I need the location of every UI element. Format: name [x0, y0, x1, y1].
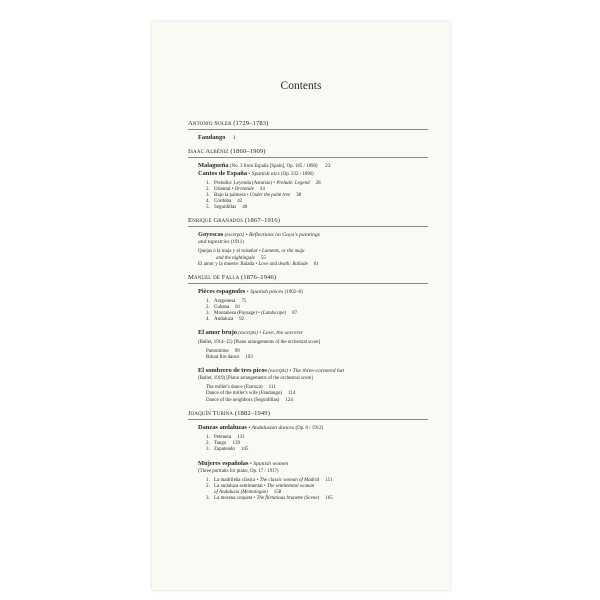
movement-list [198, 249, 428, 267]
composer-section-turina [188, 410, 428, 503]
work-entry [188, 134, 428, 142]
work-title: El sombrero de tres picos [198, 367, 267, 375]
list-item: 2. Tango 139 [206, 440, 240, 446]
list-item: 5. Seguidillas 48 [206, 205, 248, 211]
book-page [152, 22, 450, 590]
composer-name: Joaquín Turina [188, 409, 234, 417]
composer-dates: (1867–1916) [244, 217, 281, 225]
list-item: 3. Bajo la palmera • Under the palm tree 38 [206, 193, 302, 199]
page-number: 1 [232, 135, 236, 141]
work-entry: El amor brujo (excerpts) • Love, the sorcerer [198, 329, 304, 337]
movement-list [206, 385, 428, 403]
list-item: 1. Preludio: Leyenda (Asturias) • Prelude: Legend 28 [206, 181, 321, 186]
work-title: Pièces espagnoles [198, 287, 246, 295]
work-title: Malagueña [198, 162, 229, 169]
work-title: Mujeres españolas [198, 459, 249, 467]
list-item: Dance of the miller's wife (Fandango) 114 [206, 391, 296, 397]
list-item: 1. Petenera 131 [206, 434, 245, 440]
composer-section-granados [188, 217, 428, 267]
work-entry: Goyescas (excerpts) • Reflections on Goya's paintings and tapestries (1911) [198, 231, 320, 246]
list-item: 3. La morena coqueta • The flirtatious brunette (Scene) 165 [206, 496, 333, 502]
work-note: (Ballet, 1919) [Piano arrangements of the orchestral score] [198, 376, 313, 382]
list-item-continued: and the nightingale 55 [216, 255, 266, 261]
work-english-title: Spanish pieces [250, 288, 284, 295]
list-item: 4. Andaluza 92 [206, 317, 245, 323]
composer-name: Manuel de Falla [188, 273, 240, 281]
movement-list [206, 349, 428, 361]
list-item: 2. Oriental • Orientale 34 [206, 187, 265, 193]
work-entry: Cantos de España • Spanish airs (Op. 232 / 1896) [198, 170, 314, 177]
list-item: Dance of the neighbors (Seguidillas) 124 [206, 397, 293, 403]
contents-list [188, 82, 428, 502]
composer-heading [188, 217, 428, 227]
work-entry: Mujeres españolas • Spanish women [198, 459, 289, 467]
movement-list [188, 181, 428, 211]
composer-heading [188, 410, 428, 420]
work-english-title: The three-cornered hat [292, 368, 345, 375]
list-item: 3. Montañesa (Paysage) • (Landscape) 87 [206, 310, 298, 316]
list-item: 2. La andaluza sentimental • The sentimental woman [206, 483, 315, 489]
movement-list [188, 299, 428, 323]
list-item: 1. La madrileña clásica • The classic woman of Madrid 151 [206, 477, 333, 483]
composer-name: Enrique Granados [188, 217, 244, 225]
work-title: El amor brujo [198, 329, 237, 337]
list-item: The miller's dance (Farruca) 111 [206, 385, 276, 391]
work-entry: Pièces espagnoles • Spanish pieces (1902–8) [198, 287, 303, 295]
composer-section-falla [188, 274, 428, 404]
work-title: Cantos de España [198, 170, 248, 177]
work-title: Goyescas [198, 231, 224, 239]
composer-dates: (1860–1909) [230, 148, 266, 155]
work-entry: El sombrero de tres picos (excerpts) • The three-cornered hat [198, 367, 345, 375]
composer-section-soler [188, 120, 428, 142]
list-item: 3. Zapateado 145 [206, 446, 249, 452]
composer-name: Isaac Albéniz [188, 148, 229, 155]
composer-dates: (1876–1946) [241, 273, 277, 281]
work-note: (Three portraits for piano, Op. 17 / 1917) [198, 468, 279, 474]
work-english-title: Reflections on Goya's paintings [248, 232, 320, 239]
work-note: (Ballet, 1914–15) [Piano arrangements of the orchestral score] [198, 340, 321, 346]
work-english-title: Andalusian dances [251, 424, 295, 431]
list-item: 4. Córdoba 42 [206, 199, 243, 205]
list-item: Pantomime 99 [206, 349, 240, 355]
list-item-continued: of Andalusia (Mentologue) 158 [214, 490, 282, 496]
list-item: 1. Aragonesa 75 [206, 298, 247, 304]
work-english-title: Spanish airs [251, 171, 280, 177]
page-number: 23 [324, 163, 331, 169]
work-entry [188, 162, 428, 170]
movement-list [188, 435, 428, 453]
list-item: Ritual fire dance 103 [206, 355, 253, 361]
composer-heading [188, 120, 428, 130]
composer-name: Antonio Soler [188, 120, 232, 127]
composer-heading [188, 274, 428, 284]
movement-list [188, 478, 428, 502]
page-title: Contents [280, 80, 322, 92]
work-note: (Op. 232 / 1896) [281, 172, 314, 177]
work-english-title: Spanish women [253, 460, 289, 467]
composer-dates: (1729–1783) [233, 120, 269, 127]
work-english-title: Love, the sorcerer [262, 330, 304, 337]
composer-dates: (1882–1949) [234, 409, 270, 417]
work-title: Fandango [198, 134, 226, 141]
composer-section-albeniz [188, 148, 428, 211]
list-item: Quejas ó la maja y el ruiseñor • Laments, or the maja [198, 249, 305, 255]
work-title: Danzas andaluzas [198, 423, 247, 431]
composer-heading [188, 148, 428, 158]
list-item: El amor y la muerte: Balada • Love and death: Ballade 61 [198, 261, 319, 267]
list-item: 2. Cubana 81 [206, 304, 241, 310]
work-entry: Danzas andaluzas • Andalusian dances (Op. 8 / 1912) [198, 423, 324, 431]
work-note: (No. 3 from España [Spain], Op. 165 / 1890) [229, 164, 318, 169]
